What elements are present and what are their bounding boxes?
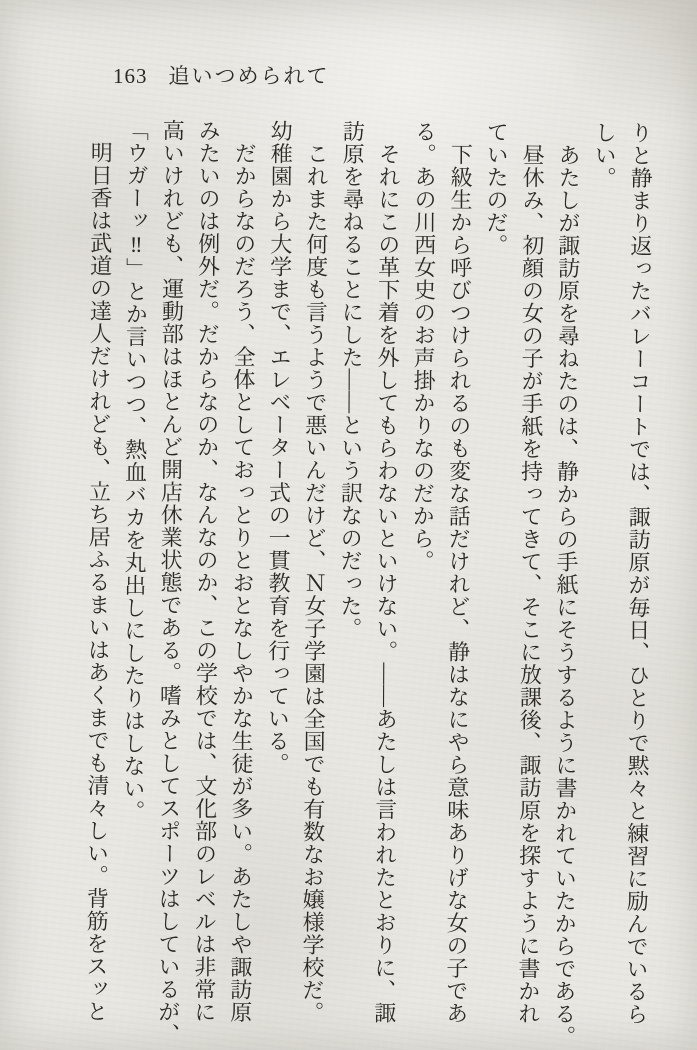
page-header [113,60,330,90]
text-column-12: だからなのだろう、全体としておっとりとおとなしやかな生徒が多い。あたしや諏訪原 [227,119,258,1024]
text-column-13: みたいのは例外だ。だからなのか、なんなのか、この学校では、文化部のレベルは非常に [191,119,222,1024]
text-column-16: 明日香は武道の達人だけれども、立ち居ふるまいはあくまでも清々しい。背筋をスッと [83,118,114,1023]
text-column-7: る。あの川西女史のお声掛かりなのだから。 [410,120,438,573]
chapter-title: 追いつめられて [168,64,330,88]
text-column-5: ていたのだ。 [483,120,510,257]
text-column-1: りと静まり返ったバレーコートでは、諏訪原が毎日、ひとりで黙々と練習に励んでいるら [623,121,654,1026]
text-column-6: 下級生から呼びつけられるのも変な話だけれど、静はなにやら意味ありげな女の子であ [443,120,474,1025]
text-column-14: 高いけれども、運動部はほとんど開店休業状態である。嗜みとしてスポーツはしているが、 [155,118,186,1046]
text-column-15: 「ウガーッ‼」とか言いつつ、熱血バカを丸出しにしたりはしない。 [120,118,150,823]
text-column-8: それにこの革下着を外してもらわないといけない。――あたしは言われたとおりに、諏 [371,120,402,1025]
text-column-9: 訪原を尋ねることにした――という訳なのだった。 [337,119,366,640]
text-column-10: これまた何度も言うようで悪いんだけど、Ｎ女子学園は全国でも有数なお嬢様学校だ。 [299,119,330,1024]
text-column-2: しい。 [592,121,618,190]
text-column-11: 幼稚園から大学まで、エレベーター式の一貫教育を行っている。 [264,119,294,776]
text-column-4: 昼休み、初顔の女の子が手紙を持ってきて、そこに放課後、諏訪原を探すように書かれ [515,120,546,1025]
page-number: 163 [113,64,148,88]
main-text-block [78,118,659,1048]
text-column-3: あたしが諏訪原を尋ねたのは、静からの手紙にそうするように書かれていたからである。 [551,120,582,1048]
